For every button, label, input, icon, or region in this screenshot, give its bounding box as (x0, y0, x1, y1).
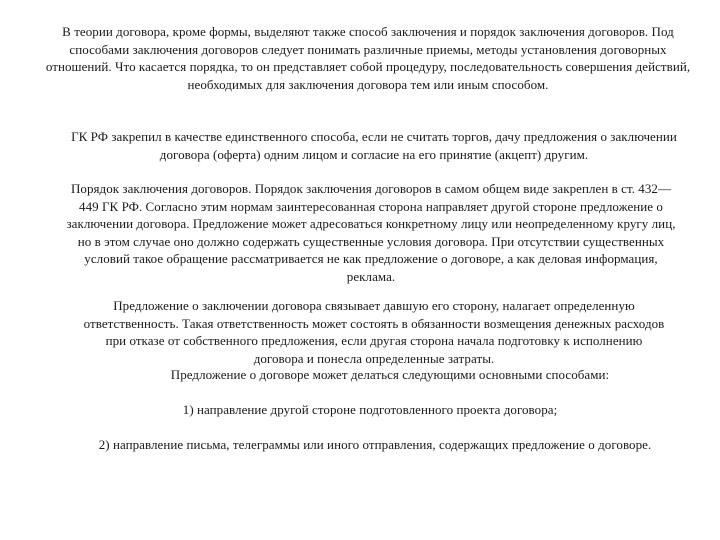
paragraph-offer-liability: Предложение о заключении договора связывает давшую его сторону, налагает определенную ответственность. Такая ответственность может состоять в обязанности возмещения денежных расходов при отказе от собственного предложения, если другая сторона начала подготовку к исполнению договора и понесла определенные затраты. (83, 298, 665, 366)
list-item-method-2: 2) направление письма, телеграммы или иного отправления, содержащих предложение о договоре. (98, 437, 652, 452)
paragraph-methods-and-procedure: В теории договора, кроме формы, выделяют также способ заключения и порядок заключения договоров. Под способами заключения договоров следует понимать различные приемы, методы установления договорных отношений. Что касается порядка, то он представляет собой процедуру, последовательность совершения действий, необходимых для заключения договора тем или иным способом. (45, 24, 691, 92)
paragraph-offer-acceptance: ГК РФ закрепил в качестве единственного способа, если не считать торгов, дачу предложения о заключении договора (оферта) одним лицом и согласие на его принятие (акцепт) другим. (71, 129, 677, 162)
paragraph-offer-methods-intro: Предложение о договоре может делаться следующими основными способами: (170, 367, 610, 382)
list-item-method-1: 1) направление другой стороне подготовленного проекта договора; (182, 402, 558, 417)
paragraph-conclusion-procedure: Порядок заключения договоров. Порядок заключения договоров в самом общем виде закреплен в ст. 432—449 ГК РФ. Согласно этим нормам заинтересованная сторона направляет другой стороне предложение о заключении договора. Предложение может адресоваться конкретному лицу или неопределенному кругу лиц, но в этом случае оно должно содержать существенные условия договора. При отсутствии существенных условий такое обращение рассматривается не как предложение о договоре, а как деловая информация, реклама. (66, 181, 676, 284)
